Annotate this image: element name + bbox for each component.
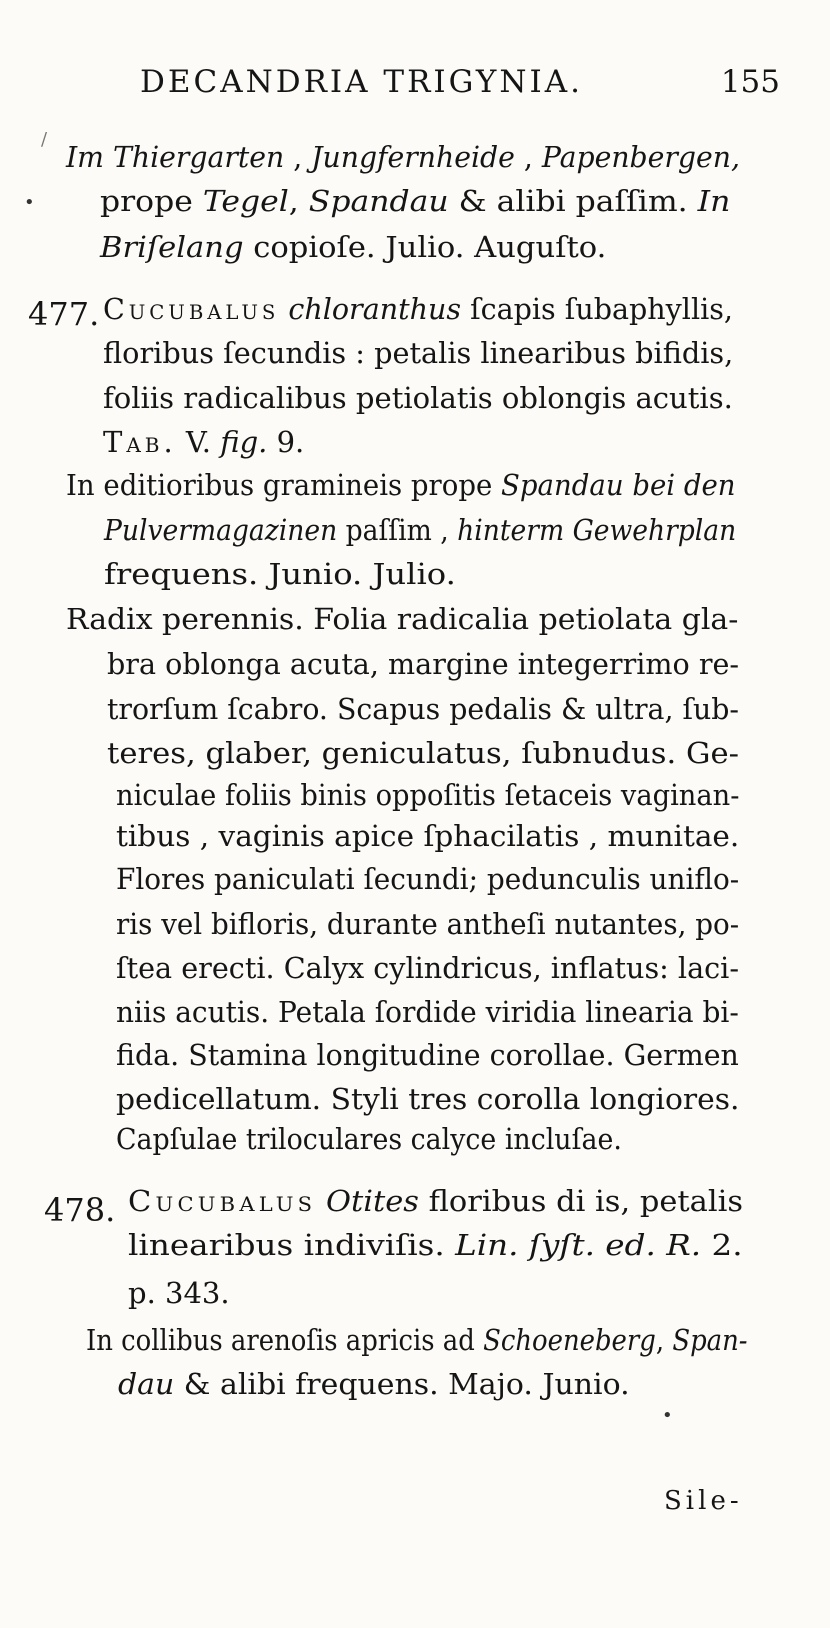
text-run: Schoeneberg: [483, 1323, 656, 1357]
text-run: p. 343.: [128, 1276, 230, 1310]
entry-line: [103, 381, 733, 415]
text-run: Im Thiergarten: [66, 140, 285, 174]
text-run: floribus ſecundis : petalis linearibus bifidis,: [103, 336, 734, 370]
text-run: Lin. ſyſt. ed. R.: [455, 1228, 702, 1262]
entry-line: [116, 907, 740, 941]
text-run: Briſelang: [100, 230, 244, 264]
text-run: [316, 1184, 326, 1218]
text-run: Spandau bei den: [501, 468, 736, 502]
text-run: linearibus indiviſis.: [128, 1228, 456, 1262]
text-run: V.: [176, 425, 221, 459]
text-run: ,: [284, 140, 312, 174]
text-run: Otites: [325, 1184, 419, 1218]
text-run: ,: [288, 184, 309, 218]
entry-line: [116, 951, 740, 985]
entry-line: [66, 602, 739, 636]
entry-line: [116, 1082, 740, 1116]
entry-line: [107, 692, 740, 726]
text-run: ris vel bifloris, durante antheſi nutantes, po-: [116, 907, 740, 941]
intro-line: [100, 230, 607, 264]
text-run: floribus di is, petalis: [418, 1184, 743, 1218]
entry-line: [86, 1323, 748, 1357]
text-run: Capſulae triloculares calyce incluſae.: [116, 1122, 622, 1156]
text-run: dau: [118, 1367, 175, 1401]
entry-line: [103, 336, 734, 370]
text-run: Tegel: [202, 184, 289, 218]
entry-number: 477.: [28, 295, 100, 333]
text-run: tibus , vaginis apice ſphacilatis , munitae.: [116, 819, 740, 853]
page-number: 155: [720, 64, 780, 100]
text-run: [279, 292, 288, 326]
text-run: bra oblonga acuta, margine integerrimo re-: [107, 647, 740, 681]
text-run: Cucubalus: [103, 292, 280, 326]
entry-line: [116, 819, 740, 853]
text-run: In editioribus gramineis prope: [66, 468, 502, 502]
running-header: [140, 64, 780, 114]
entry-number: 478.: [44, 1191, 116, 1229]
text-run: Tab.: [103, 425, 177, 459]
entry-line: [104, 513, 737, 547]
text-run: prope: [100, 184, 203, 218]
text-run: Radix perennis. Folia radicalia petiolata gla-: [66, 602, 739, 636]
entry-line: [116, 1038, 739, 1072]
page-title: DECANDRIA TRIGYNIA.: [140, 64, 583, 100]
entry-line: [128, 1184, 743, 1218]
text-run: ,: [655, 1323, 673, 1357]
entry-line: [66, 468, 736, 502]
text-run: fida. Stamina longitudine corollae. Germen: [116, 1038, 739, 1072]
text-run: chloranthus: [288, 292, 462, 326]
text-run: niis acutis. Petala ſordide viridia linearia bi-: [116, 995, 739, 1029]
text-run: Papenbergen,: [541, 140, 740, 174]
text-run: niculae foliis binis oppoſitis ſetaceis vaginan-: [116, 778, 740, 812]
entry-line: [116, 778, 740, 812]
entry-line: [116, 995, 739, 1029]
text-run: Span-: [672, 1323, 748, 1357]
entry-line: [116, 862, 740, 896]
intro-line: [100, 184, 731, 218]
text-run: hinterm Gewehrplan: [457, 513, 737, 547]
text-run: In collibus arenoſis apricis ad: [86, 1323, 484, 1357]
entry-line: [104, 557, 456, 591]
margin-mark: /: [41, 129, 48, 150]
text-run: & alibi frequens. Majo. Junio.: [174, 1367, 630, 1401]
entry-line: [107, 647, 740, 681]
text-run: ,: [514, 140, 542, 174]
text-run: ſtea erecti. Calyx cylindricus, inflatus: laci-: [116, 951, 740, 985]
text-run: Spandau: [308, 184, 449, 218]
text-run: & alibi paſſim.: [448, 184, 698, 218]
page-speck: •: [662, 1405, 673, 1426]
entry-line: [116, 1122, 622, 1156]
text-run: In: [697, 184, 731, 218]
text-run: 9.: [267, 425, 305, 459]
text-run: pedicellatum. Styli tres corolla longiores.: [116, 1082, 740, 1116]
text-run: Cucubalus: [128, 1184, 317, 1218]
text-run: frequens. Junio. Julio.: [104, 557, 456, 591]
text-run: copioſe. Julio. Auguſto.: [243, 230, 607, 264]
intro-line: [66, 140, 740, 174]
text-run: teres, glaber, geniculatus, ſubnudus. Ge-: [107, 736, 739, 770]
entry-line: [128, 1276, 230, 1310]
entry-line: [103, 292, 733, 326]
text-run: Jungfernheide: [311, 140, 515, 174]
entry-line: [128, 1228, 743, 1262]
entry-line: [103, 425, 305, 459]
text-run: Flores paniculati ſecundi; pedunculis uniflo-: [116, 862, 740, 896]
entry-line: [118, 1367, 630, 1401]
text-run: 2.: [701, 1228, 743, 1262]
margin-dot: •: [24, 192, 35, 213]
text-run: Pulvermagazinen: [104, 513, 338, 547]
text-run: fig.: [220, 425, 268, 459]
text-run: ſcapis ſubaphyllis,: [461, 292, 733, 326]
entry-line: [107, 736, 739, 770]
text-run: foliis radicalibus petiolatis oblongis acutis.: [103, 381, 733, 415]
catchword-signature: Sile-: [664, 1486, 743, 1516]
text-run: paſſim ,: [337, 513, 458, 547]
text-run: trorſum ſcabro. Scapus pedalis & ultra, ſub-: [107, 692, 740, 726]
